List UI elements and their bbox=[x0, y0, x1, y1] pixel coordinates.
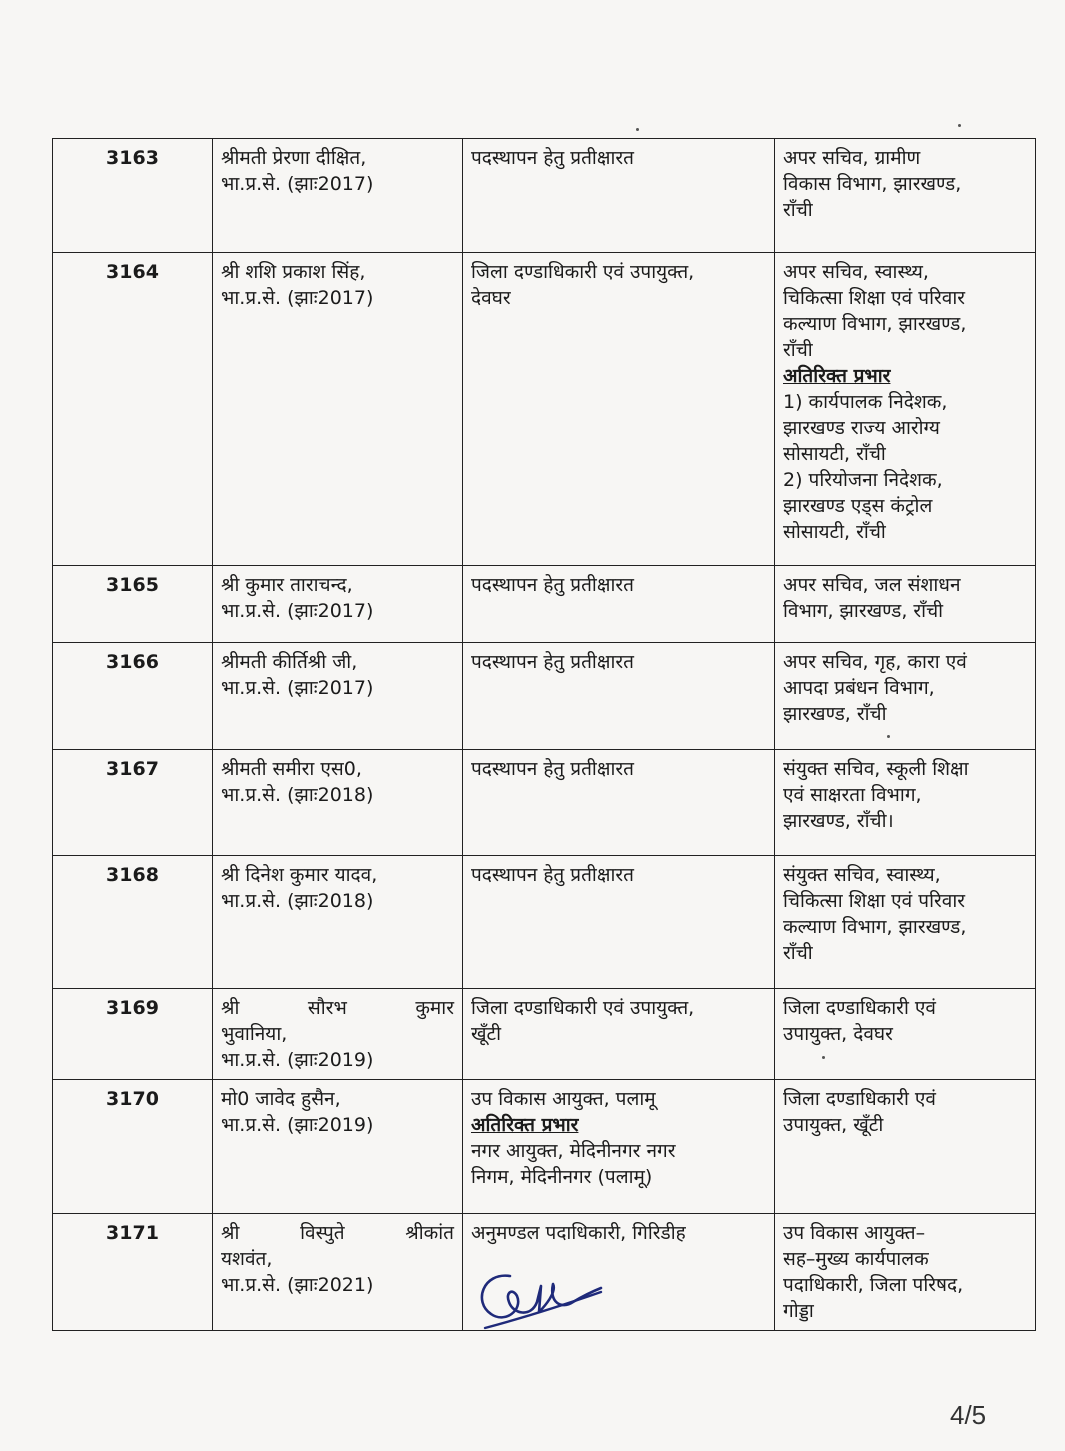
new-posting-line: विभाग, झारखण्ड, राँची bbox=[783, 600, 944, 622]
new-posting-line: उपायुक्त, खूँटी bbox=[783, 1114, 884, 1136]
table-row bbox=[53, 1080, 1036, 1214]
serial-number: 3165 bbox=[106, 574, 159, 596]
officer-name-line: यशवंत, bbox=[221, 1248, 273, 1270]
current-posting-line: उप विकास आयुक्त, पलामू bbox=[471, 1088, 656, 1110]
serial-number: 3169 bbox=[106, 997, 159, 1019]
table-row bbox=[53, 566, 1036, 643]
serial-number: 3171 bbox=[106, 1222, 159, 1244]
page-number: 4/5 bbox=[950, 1400, 987, 1430]
speck bbox=[958, 124, 961, 127]
additional-charge-line: सोसायटी, राँची bbox=[783, 521, 886, 543]
new-posting-line: उप विकास आयुक्त– bbox=[783, 1222, 926, 1244]
speck bbox=[636, 128, 639, 131]
new-posting-line: जिला दण्डाधिकारी एवं bbox=[783, 997, 936, 1019]
serial-number: 3170 bbox=[106, 1088, 159, 1110]
officer-name-word: श्रीकांत bbox=[405, 1222, 454, 1244]
new-posting-line: कल्याण विभाग, झारखण्ड, bbox=[783, 313, 967, 335]
additional-charge-heading: अतिरिक्त प्रभार bbox=[783, 365, 891, 387]
officer-name-first-line bbox=[221, 995, 454, 1021]
table-row bbox=[53, 139, 1036, 253]
officer-name-first-line bbox=[221, 1220, 454, 1246]
new-posting-line: कल्याण विभाग, झारखण्ड, bbox=[783, 916, 967, 938]
additional-charge-line: निगम, मेदिनीनगर (पलामू) bbox=[471, 1166, 653, 1188]
current-posting-line: पदस्थापन हेतु प्रतीक्षारत bbox=[471, 147, 634, 169]
officer-name-cell bbox=[213, 139, 463, 253]
officer-name-line: भा.प्र.से. (झाः2017) bbox=[221, 287, 374, 309]
serial-number-cell bbox=[53, 750, 213, 856]
officer-name-line: भा.प्र.से. (झाः2019) bbox=[221, 1049, 374, 1071]
officer-name-line: भा.प्र.से. (झाः2017) bbox=[221, 173, 374, 195]
table-row bbox=[53, 253, 1036, 566]
officer-name-word: सौरभ bbox=[307, 997, 347, 1019]
officer-name-cell bbox=[213, 1214, 463, 1331]
additional-charge-line: नगर आयुक्त, मेदिनीनगर नगर bbox=[471, 1140, 676, 1162]
new-posting-line: उपायुक्त, देवघर bbox=[783, 1023, 893, 1045]
officer-name-cell bbox=[213, 1080, 463, 1214]
new-posting-cell bbox=[775, 1080, 1036, 1214]
speck bbox=[822, 1056, 825, 1059]
new-posting-line: अपर सचिव, ग्रामीण bbox=[783, 147, 921, 169]
current-posting-cell bbox=[463, 989, 775, 1080]
new-posting-cell bbox=[775, 750, 1036, 856]
current-posting-line: अनुमण्डल पदाधिकारी, गिरिडीह bbox=[471, 1222, 686, 1244]
serial-number-cell bbox=[53, 1214, 213, 1331]
officer-name-line: मो0 जावेद हुसैन, bbox=[221, 1088, 341, 1110]
new-posting-line: झारखण्ड, राँची bbox=[783, 703, 887, 725]
new-posting-line: राँची bbox=[783, 339, 813, 361]
current-posting-cell bbox=[463, 139, 775, 253]
table-row bbox=[53, 750, 1036, 856]
officer-name-line: भा.प्र.से. (झाः2021) bbox=[221, 1274, 374, 1296]
additional-charge-line: 2) परियोजना निदेशक, bbox=[783, 469, 943, 491]
serial-number: 3168 bbox=[106, 864, 159, 886]
new-posting-cell bbox=[775, 643, 1036, 750]
new-posting-line: विकास विभाग, झारखण्ड, bbox=[783, 173, 962, 195]
officer-name-word: श्री bbox=[221, 1222, 240, 1244]
new-posting-line: संयुक्त सचिव, स्वास्थ्य, bbox=[783, 864, 941, 886]
current-posting-cell bbox=[463, 643, 775, 750]
new-posting-cell bbox=[775, 989, 1036, 1080]
current-posting-cell bbox=[463, 856, 775, 989]
current-posting-cell bbox=[463, 1080, 775, 1214]
officer-name-line: श्रीमती प्रेरणा दीक्षित, bbox=[221, 147, 367, 169]
new-posting-line: अपर सचिव, जल संशाधन bbox=[783, 574, 961, 596]
new-posting-line: चिकित्सा शिक्षा एवं परिवार bbox=[783, 890, 966, 912]
serial-number-cell bbox=[53, 566, 213, 643]
new-posting-line: एवं साक्षरता विभाग, bbox=[783, 784, 922, 806]
officer-name-line: भा.प्र.से. (झाः2018) bbox=[221, 784, 374, 806]
officer-name-line: श्री दिनेश कुमार यादव, bbox=[221, 864, 378, 886]
table-row bbox=[53, 989, 1036, 1080]
current-posting-line: पदस्थापन हेतु प्रतीक्षारत bbox=[471, 574, 634, 596]
new-posting-cell bbox=[775, 1214, 1036, 1331]
officer-name-cell bbox=[213, 989, 463, 1080]
new-posting-line: जिला दण्डाधिकारी एवं bbox=[783, 1088, 936, 1110]
officer-name-cell bbox=[213, 750, 463, 856]
serial-number-cell bbox=[53, 139, 213, 253]
speck bbox=[887, 735, 890, 738]
new-posting-cell bbox=[775, 139, 1036, 253]
officer-name-line: भा.प्र.से. (झाः2018) bbox=[221, 890, 374, 912]
serial-number-cell bbox=[53, 643, 213, 750]
officer-name-line: भा.प्र.से. (झाः2019) bbox=[221, 1114, 374, 1136]
additional-charge-line: झारखण्ड राज्य आरोग्य bbox=[783, 417, 940, 439]
officer-name-line: भा.प्र.से. (झाः2017) bbox=[221, 600, 374, 622]
current-posting-cell bbox=[463, 750, 775, 856]
officer-name-cell bbox=[213, 643, 463, 750]
new-posting-cell bbox=[775, 856, 1036, 989]
new-posting-line: संयुक्त सचिव, स्कूली शिक्षा bbox=[783, 758, 969, 780]
current-posting-line: पदस्थापन हेतु प्रतीक्षारत bbox=[471, 651, 634, 673]
officer-name-line: श्री शशि प्रकाश सिंह, bbox=[221, 261, 366, 283]
table-row bbox=[53, 856, 1036, 989]
officer-name-line: भुवानिया, bbox=[221, 1023, 288, 1045]
new-posting-line: राँची bbox=[783, 942, 813, 964]
new-posting-line: अपर सचिव, गृह, कारा एवं bbox=[783, 651, 967, 673]
serial-number-cell bbox=[53, 989, 213, 1080]
new-posting-line: चिकित्सा शिक्षा एवं परिवार bbox=[783, 287, 966, 309]
serial-number: 3166 bbox=[106, 651, 159, 673]
current-posting-line: पदस्थापन हेतु प्रतीक्षारत bbox=[471, 864, 634, 886]
new-posting-cell bbox=[775, 566, 1036, 643]
current-posting-cell bbox=[463, 566, 775, 643]
new-posting-line: अपर सचिव, स्वास्थ्य, bbox=[783, 261, 929, 283]
officer-name-line: भा.प्र.से. (झाः2017) bbox=[221, 677, 374, 699]
serial-number: 3167 bbox=[106, 758, 159, 780]
serial-number-cell bbox=[53, 856, 213, 989]
current-posting-line: जिला दण्डाधिकारी एवं उपायुक्त, bbox=[471, 261, 695, 283]
additional-charge-heading: अतिरिक्त प्रभार bbox=[471, 1114, 579, 1136]
officer-name-word: कुमार bbox=[415, 997, 454, 1019]
new-posting-line: आपदा प्रबंधन विभाग, bbox=[783, 677, 935, 699]
table-row bbox=[53, 643, 1036, 750]
officer-name-line: श्री कुमार ताराचन्द, bbox=[221, 574, 353, 596]
additional-charge-line: 1) कार्यपालक निदेशक, bbox=[783, 391, 948, 413]
current-posting-line: खूँटी bbox=[471, 1023, 502, 1045]
officer-name-word: विस्पुते bbox=[300, 1222, 345, 1244]
new-posting-line: सह–मुख्य कार्यपालक bbox=[783, 1248, 929, 1270]
serial-number: 3163 bbox=[106, 147, 159, 169]
officer-name-line: श्रीमती कीर्तिश्री जी, bbox=[221, 651, 358, 673]
new-posting-line: पदाधिकारी, जिला परिषद, bbox=[783, 1274, 964, 1296]
new-posting-cell bbox=[775, 253, 1036, 566]
current-posting-cell bbox=[463, 253, 775, 566]
signature bbox=[465, 1262, 615, 1342]
additional-charge-line: सोसायटी, राँची bbox=[783, 443, 886, 465]
new-posting-line: राँची bbox=[783, 199, 813, 221]
officer-name-word: श्री bbox=[221, 997, 240, 1019]
officer-name-cell bbox=[213, 566, 463, 643]
officer-name-line: श्रीमती समीरा एस0, bbox=[221, 758, 362, 780]
current-posting-line: पदस्थापन हेतु प्रतीक्षारत bbox=[471, 758, 634, 780]
additional-charge-line: झारखण्ड एड्स कंट्रोल bbox=[783, 495, 933, 517]
officer-name-cell bbox=[213, 856, 463, 989]
officer-name-cell bbox=[213, 253, 463, 566]
current-posting-line: देवघर bbox=[471, 287, 511, 309]
new-posting-line: गोड्डा bbox=[783, 1300, 814, 1322]
serial-number: 3164 bbox=[106, 261, 159, 283]
serial-number-cell bbox=[53, 1080, 213, 1214]
new-posting-line: झारखण्ड, राँची। bbox=[783, 810, 894, 832]
current-posting-line: जिला दण्डाधिकारी एवं उपायुक्त, bbox=[471, 997, 695, 1019]
serial-number-cell bbox=[53, 253, 213, 566]
